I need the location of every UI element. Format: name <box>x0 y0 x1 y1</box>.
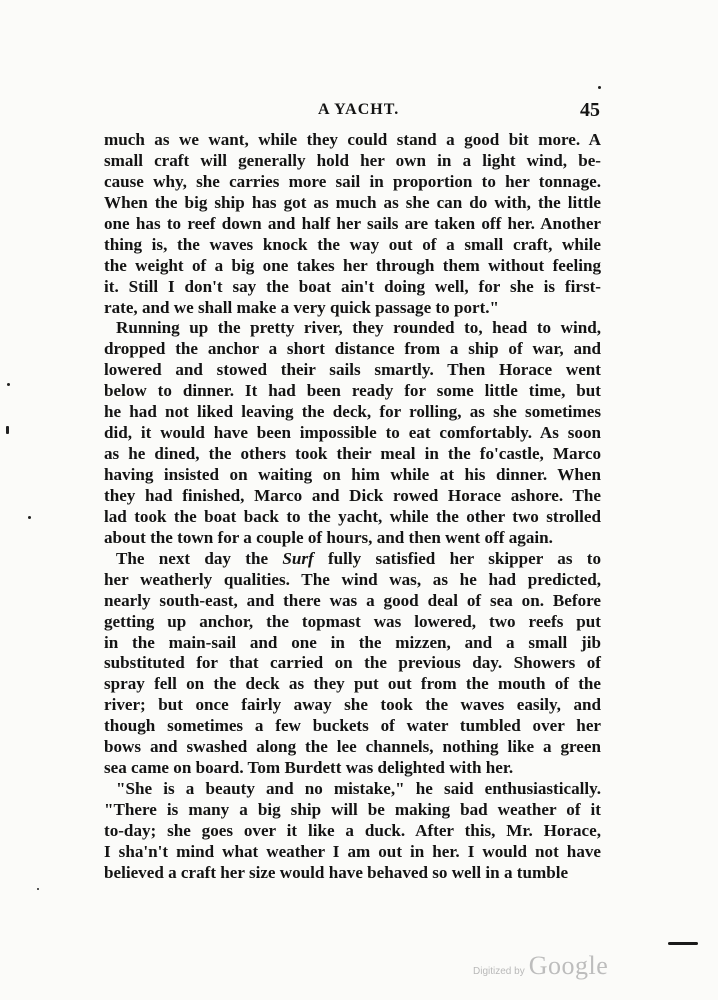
text-line: spray fell on the deck as they put out from the mouth of the <box>104 674 601 694</box>
watermark-prefix: Digitized by <box>473 966 525 977</box>
text-fragment: The next day the <box>116 548 283 568</box>
body-text <box>104 130 601 884</box>
italic-ship-name: Surf <box>282 548 314 568</box>
text-line: small craft will generally hold her own in a light wind, be- <box>104 150 601 170</box>
text-line: river; but once fairly away she took the waves easily, and <box>104 695 601 715</box>
scan-speck <box>6 426 9 434</box>
scan-speck <box>28 516 31 519</box>
text-line: about the town for a couple of hours, and then went off again. <box>104 527 553 547</box>
digitized-watermark <box>473 951 608 981</box>
text-line: much as we want, while they could stand a good bit more. A <box>104 130 601 149</box>
scan-speck <box>7 383 10 386</box>
text-line: "There is many a big ship will be making bad weather of it <box>104 800 601 819</box>
text-line: though sometimes a few buckets of water tumbled over her <box>104 716 601 736</box>
text-line: thing is, the waves knock the way out of a small craft, while <box>104 234 601 254</box>
page-number: 45 <box>580 99 600 121</box>
text-line: I sha'n't mind what weather I am out in her. I would not have <box>104 841 601 861</box>
scan-speck <box>598 86 601 89</box>
text-line: he had not liked leaving the deck, for rolling, as she sometimes <box>104 402 601 422</box>
text-line: lad took the boat back to the yacht, while the other two strolled <box>104 506 601 526</box>
text-line: lowered and stowed their sails smartly. Then Horace went <box>104 360 601 380</box>
running-head: A YACHT. <box>318 101 400 118</box>
text-line: they had finished, Marco and Dick rowed Horace ashore. The <box>104 485 601 505</box>
text-line: nearly south-east, and there was a good deal of sea on. Before <box>104 590 601 610</box>
scan-mark <box>668 942 698 945</box>
text-line: dropped the anchor a short distance from a ship of war, and <box>104 339 601 359</box>
text-line: getting up anchor, the topmast was lowered, two reefs put <box>104 611 601 631</box>
text-line: sea came on board. Tom Burdett was delighted with her. <box>104 758 514 778</box>
text-line: one has to reef down and half her sails are taken off her. Another <box>104 213 601 233</box>
text-line: in the main-sail and one in the mizzen, and a small jib <box>104 632 601 652</box>
scan-speck <box>37 888 39 890</box>
text-line: the weight of a big one takes her through them without feeling <box>104 255 601 275</box>
page-header <box>104 101 600 123</box>
text-line: "She is a beauty and no mistake," he said enthusiastically. <box>116 779 601 799</box>
text-line: it. Still I don't say the boat ain't doing well, for she is first- <box>104 276 601 296</box>
text-line: cause why, she carries more sail in proportion to her tonnage. <box>104 171 601 191</box>
text-fragment: fully satisfied her skipper as to <box>313 548 602 568</box>
text-line: to-day; she goes over it like a duck. After this, Mr. Horace, <box>104 820 601 840</box>
text-line: believed a craft her size would have behaved so well in a tumble <box>104 862 569 882</box>
text-line: did, it would have been impossible to eat comfortably. As soon <box>104 423 601 443</box>
text-line: rate, and we shall make a very quick passage to port." <box>104 297 500 317</box>
text-line: as he dined, the others took their meal in the fo'castle, Marco <box>104 444 601 464</box>
text-line: Running up the pretty river, they rounded to, head to wind, <box>116 318 601 338</box>
text-line <box>104 549 601 570</box>
text-line: bows and swashed along the lee channels, nothing like a green <box>104 737 601 757</box>
text-line: When the big ship has got as much as she can do with, the little <box>104 192 601 212</box>
text-line: her weatherly qualities. The wind was, as he had predicted, <box>104 569 601 589</box>
text-line: below to dinner. It had been ready for some little time, but <box>104 381 601 401</box>
google-logo: Google <box>528 951 609 980</box>
text-line: substituted for that carried on the previous day. Showers of <box>104 653 601 673</box>
text-line: having insisted on waiting on him while at his dinner. When <box>104 465 601 484</box>
